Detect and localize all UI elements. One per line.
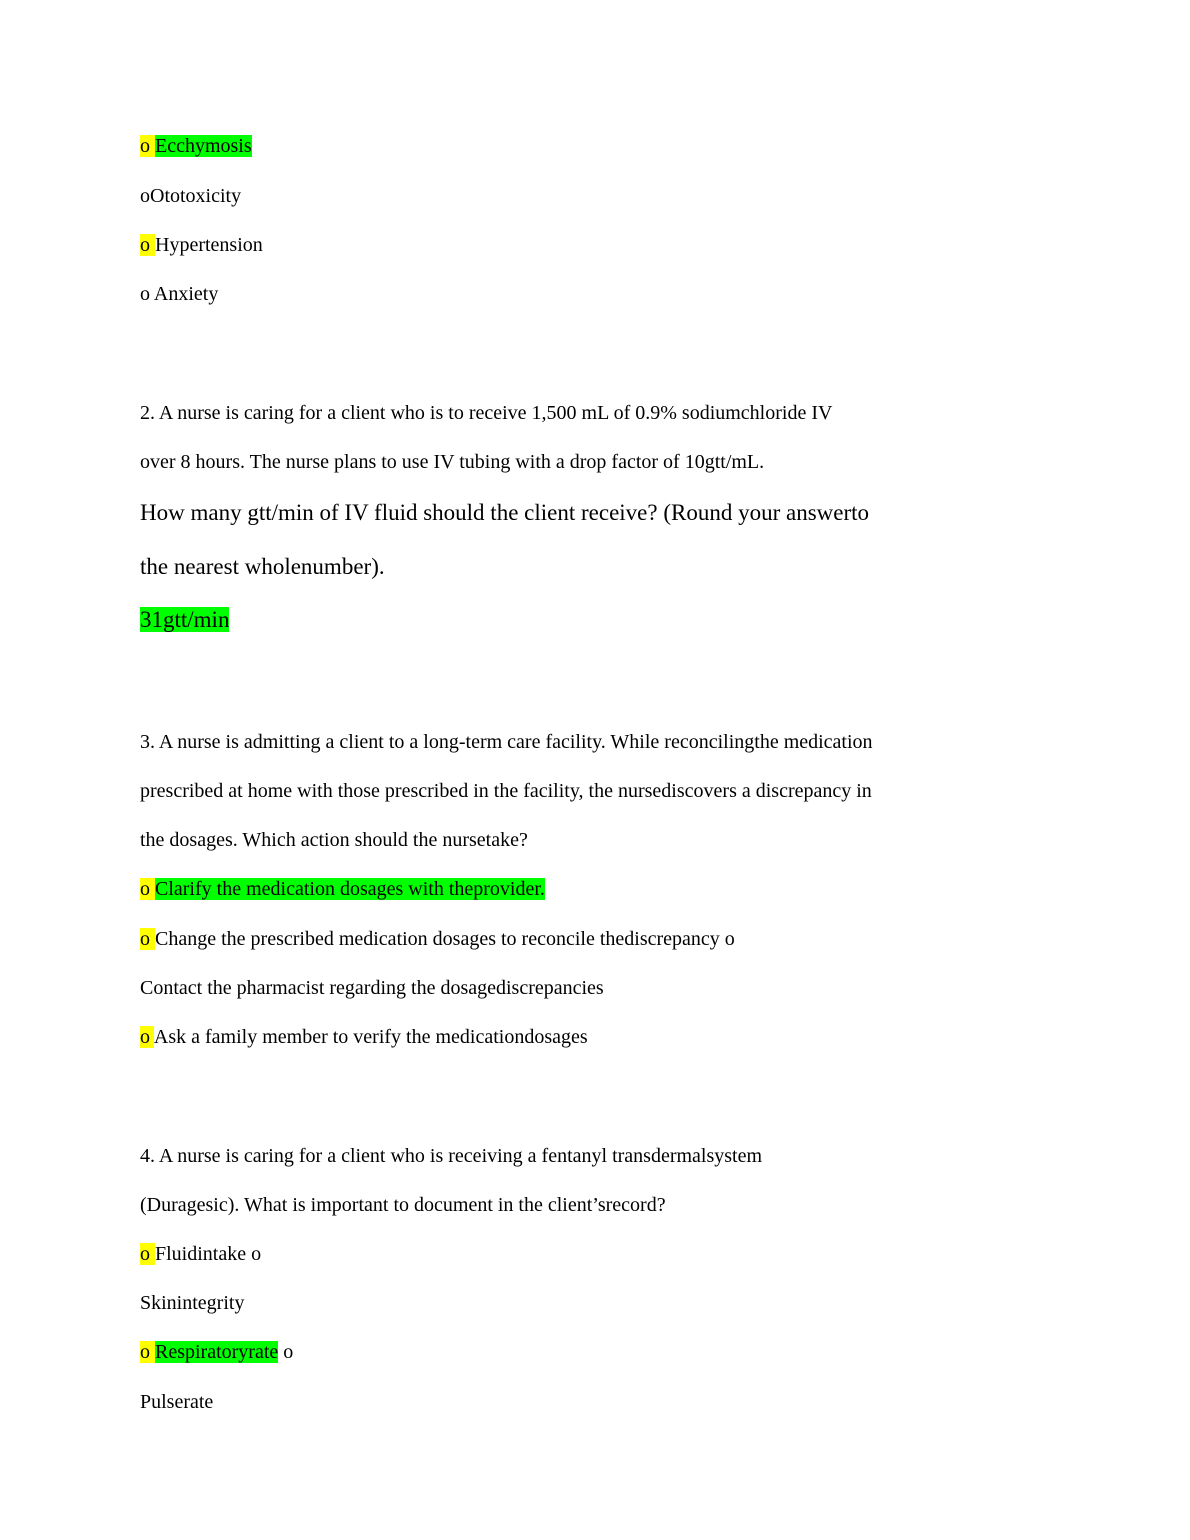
q1-option-ototoxicity: oOtotoxicity (140, 185, 242, 207)
option-marker: o (140, 1026, 154, 1048)
option-marker: o (140, 1341, 155, 1363)
option-marker: o (140, 928, 155, 950)
q2-stem-line-1: 2. A nurse is caring for a client who is to receive 1,500 mL of 0.9% sodiumchloride IV (140, 402, 833, 424)
q4-option-pulse-rate: Pulserate (140, 1391, 214, 1413)
q3-option-contact: Contact the pharmacist regarding the dosagediscrepancies (140, 977, 604, 999)
option-text: Respiratoryrate (155, 1341, 279, 1363)
option-text: Hypertension (155, 234, 263, 256)
q1-option-ecchymosis (140, 133, 252, 159)
q3-option-change (140, 926, 735, 952)
option-text: Ask a family member to verify the medicationdosages (153, 1026, 588, 1048)
q1-option-anxiety: o Anxiety (140, 283, 219, 305)
q4-stem-line-1: 4. A nurse is caring for a client who is receiving a fentanyl transdermalsystem (140, 1145, 763, 1167)
q2-stem-line-2: over 8 hours. The nurse plans to use IV tubing with a drop factor of 10gtt/mL. (140, 451, 765, 473)
q3-stem-line-3: the dosages. Which action should the nursetake? (140, 829, 528, 851)
option-marker: o (140, 135, 155, 157)
answer-text: 31gtt/min (140, 607, 230, 632)
q3-option-ask-family (140, 1024, 588, 1050)
q3-stem-line-1: 3. A nurse is admitting a client to a long-term care facility. While reconcilingthe medication (140, 731, 873, 753)
option-text: Ecchymosis (155, 135, 252, 157)
option-marker: o (140, 234, 155, 256)
option-text: Change the prescribed medication dosages to reconcile thediscrepancy o (155, 928, 735, 950)
q2-stem-line-3: How many gtt/min of IV fluid should the client receive? (Round your answerto (140, 500, 870, 525)
q4-option-respiratory-rate (140, 1339, 293, 1365)
q4-option-fluid-intake (140, 1241, 261, 1267)
option-marker: o (140, 878, 155, 900)
q4-option-skin-integrity: Skinintegrity (140, 1292, 245, 1314)
q1-option-hypertension (140, 232, 263, 258)
q3-option-clarify (140, 876, 545, 902)
option-tail: o (278, 1341, 294, 1363)
option-text: Clarify the medication dosages with theprovider. (155, 878, 545, 900)
q3-stem-line-2: prescribed at home with those prescribed in the facility, the nursediscovers a discrepancy in (140, 780, 872, 802)
option-text: Fluidintake o (155, 1243, 262, 1265)
option-marker: o (140, 1243, 155, 1265)
q2-answer (140, 605, 229, 635)
q4-stem-line-2: (Duragesic). What is important to document in the client’srecord? (140, 1194, 666, 1216)
q2-stem-line-4: the nearest wholenumber). (140, 554, 385, 579)
